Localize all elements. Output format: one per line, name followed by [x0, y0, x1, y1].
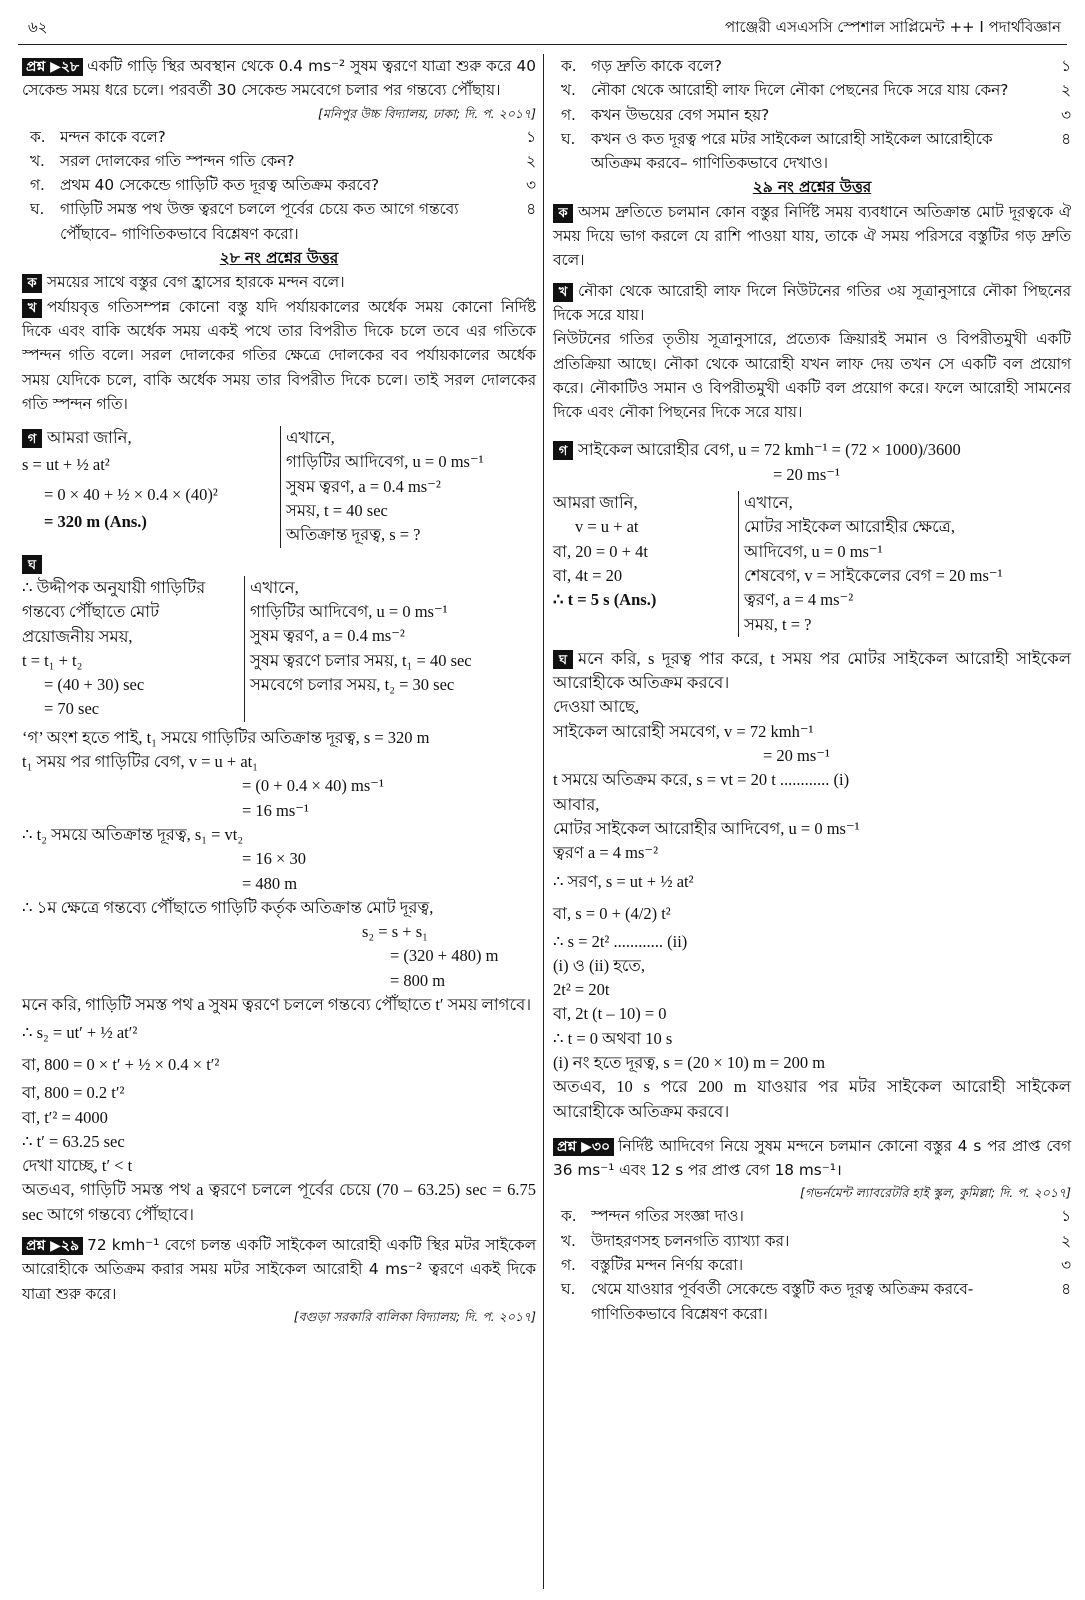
sub-question: খ. সরল দোলকের গতি স্পন্দন গতি কেন? ২ — [30, 151, 536, 170]
label-badge: গ — [22, 429, 42, 448]
answer-kha: খ নৌকা থেকে আরোহী লাফ দিলে নিউটনের গতির ৩য় সূত্রানুসারে নৌকা পিছনের দিকে সরে যায়। — [553, 281, 1071, 324]
question-29-stem: প্রশ্ন ▶২৯ 72 kmh⁻¹ বেগে চলন্ত একটি সাইকেল আরোহী একটি স্থির মটর সাইকেল আরোহীকে অতিক্রম করার সময় মটর সাইকেল আরোহী 4 ms⁻² ত্বরণে একই দিকে যাত্রা শুরু করে। — [22, 1236, 536, 1303]
question-source: [বগুড়া সরকারি বালিকা বিদ্যালয়; দি. প. ২০১৭] — [293, 1308, 536, 1324]
given-values: এখানে, গাড়িটির আদিবেগ, u = 0 ms⁻¹ সুষম ত্বরণ, a = 0.4 ms⁻² সুষম ত্বরণে চলার সময়, t₁ = 40 sec সমবেগে চলার সময়, t₂ = 30 sec — [244, 576, 536, 722]
sub-question: ক. মন্দন কাকে বলে? ১ — [30, 127, 536, 146]
question-30-stem: প্রশ্ন ▶৩০ নির্দিষ্ট আদিবেগ নিয়ে সুষম মন্দনে চলমান কোনো বস্তুর 4 s পর প্রাপ্ত বেগ 36 ms⁻¹ এবং 12 s পর প্রাপ্ত বেগ 18 ms⁻¹। — [553, 1136, 1071, 1180]
answer-heading: ২৮ নং প্রশ্নের উত্তর — [219, 249, 339, 268]
sub-question: গ. কখন উভয়ের বেগ সমান হয়? ৩ — [561, 105, 1071, 124]
running-title: পাঞ্জেরী এসএসসি স্পেশাল সাপ্লিমেন্ট ++ I পদার্থবিজ্ঞান — [725, 18, 1061, 36]
answer-kha: খ পর্যায়বৃত্ত গতিসম্পন্ন কোনো বস্তু যদি পর্যায়কালের অর্ধেক সময় কোনো নির্দিষ্ট দিকে এবং বাকি অর্ধেক সময় একই পথে তার বিপরীত দিকে চলে তবে এর গতিকে স্পন্দন গতি বলে। সরল দোলকের গতির ক্ষেত্রে দোলকের বব পর্যায়কালের অর্ধেক সময় যেদিকে চলে, বাকি অর্ধেক সময় তার বিপরীত দিকে চলে। তাই সরল দোলকের গতি স্পন্দন গতি। — [22, 297, 536, 413]
sub-question: খ. উদাহরণসহ চলনগতি ব্যাখ্যা কর। ২ — [561, 1231, 1071, 1250]
work-steps: গ আমরা জানি, s = ut + ½ at² = 0 × 40 + ½ × 0.4 × (40)² = 320 m (Ans.) — [22, 428, 218, 532]
header-rule — [18, 44, 1067, 45]
label-badge: খ — [553, 283, 573, 302]
sub-question: ঘ. থেমে যাওয়ার পূর্ববর্তী সেকেন্ডে বস্তুটি কত দূরত্ব অতিক্রম করবে-গাণিতিকভাবে বিশ্লেষণ করো। ৪ — [561, 1280, 1071, 1323]
question-source: [মনিপুর উচ্চ বিদ্যালয়, ঢাকা; দি. প. ২০১৭] — [317, 105, 536, 121]
question-28-subs — [22, 125, 536, 246]
sub-question: গ. প্রথম 40 সেকেন্ডে গাড়িটি কত দূরত্ব অতিক্রম করবে? ৩ — [30, 176, 536, 195]
answer-ka: ক সময়ের সাথে বস্তুর বেগ হ্রাসের হারকে মন্দন বলে। — [22, 270, 536, 294]
question-28-stem: প্রশ্ন ▶২৮ একটি গাড়ি স্থির অবস্থান থেকে 0.4 ms⁻² সুষম ত্বরণে যাত্রা শুরু করে 40 সেকেন্ড সময় ধরে চলে। পরবর্তী 30 সেকেন্ড সমবেগে চলার পর গন্তব্যে পৌঁছায়। — [22, 57, 536, 100]
label-badge: ক — [22, 274, 42, 293]
answer-ga-work — [22, 426, 536, 547]
answer-ga-work — [553, 491, 1071, 637]
sub-question: ক. স্পন্দন গতির সংজ্ঞা দাও। ১ — [561, 1207, 1071, 1226]
answer-gha-steps: ‘গ’ অংশ হতে পাই, t₁ সময়ে গাড়িটির অতিক্রান্ত দূরত্ব, s = 320 m t₁ সময় পর গাড়িটির বেগ, v = u + at₁ = (0 + 0.4 × 40) ms⁻¹ = 16 ms⁻¹ ∴ t₂ সময়ে অতিক্রান্ত দূরত্ব, s₁ = vt₂ = 16 × 30 = 480 m ∴ ১ম ক্ষেত্রে গন্তব্যে পৌঁছাতে গাড়িটি কর্তৃক অতিক্রান্ত মোট দূরত্ব, s₂ = s + s₁ = (320 + 480) m = 800 m মনে করি, গাড়িটি সমস্ত পথ a সুষম ত্বরণে চললে গন্তব্যে পৌঁছাতে t′ সময় লাগবে। ∴ s₂ = ut′ + ½ at′² বা, 800 = 0 × t′ + ½ × 0.4 × t′² বা, 800 = 0.2 t′² বা, t′² = 4000 ∴ t′ = 63.25 sec দেখা যাচ্ছে, t′ < t অতএব, গাড়িটি সমস্ত পথ a ত্বরণে চললে পূর্বের চেয়ে (70 – 63.25) sec = 6.75 sec আগে গন্তব্যে পৌঁছাবে। — [22, 727, 536, 1224]
question-badge: প্রশ্ন ▶২৮ — [22, 58, 83, 76]
label-badge: গ — [553, 441, 573, 460]
sub-question: গ. বস্তুটির মন্দন নির্ণয় করো। ৩ — [561, 1256, 1071, 1275]
right-column — [553, 54, 1071, 1326]
sub-question: ক. গড় দ্রুতি কাকে বলে? ১ — [561, 57, 1071, 75]
work-steps: ঘ ∴ উদ্দীপক অনুযায়ী গাড়িটির গন্তব্যে পৌঁছাতে মোট প্রয়োজনীয় সময়, t = t₁ + t₂ = (40 + 30) sec = 70 sec — [22, 556, 206, 719]
question-badge: প্রশ্ন ▶৩০ — [553, 1138, 614, 1156]
question-30-subs — [553, 1204, 1071, 1325]
question-29-subs — [553, 54, 1071, 175]
label-badge: ঘ — [553, 650, 573, 669]
label-badge: ঘ — [22, 555, 42, 574]
sub-question: খ. নৌকা থেকে আরোহী লাফ দিলে নৌকা পেছনের দিকে সরে যায় কেন? ২ — [561, 81, 1071, 100]
given-values: এখানে, মোটর সাইকেল আরোহীর ক্ষেত্রে, আদিবেগ, u = 0 ms⁻¹ শেষবেগ, v = সাইকেলের বেগ = 20 ms⁻¹ ত্বরণ, a = 4 ms⁻² সময়, t = ? — [738, 491, 1071, 637]
answer-heading: ২৯ নং প্রশ্নের উত্তর — [752, 178, 872, 197]
column-divider — [543, 54, 544, 1589]
sub-question: ঘ. কখন ও কত দূরত্ব পরে মটর সাইকেল আরোহী সাইকেল আরোহীকে অতিক্রম করবে– গাণিতিকভাবে দেখাও। ৪ — [561, 129, 1071, 173]
question-badge: প্রশ্ন ▶২৯ — [22, 1237, 83, 1255]
answer-ga-intro: গ সাইকেল আরোহীর বেগ, u = 72 kmh⁻¹ = (72 × 1000)/3600 = 20 ms⁻¹ — [553, 438, 1071, 487]
left-column — [22, 54, 536, 1328]
answer-kha-explanation: নিউটনের গতির তৃতীয় সূত্রানুসারে, প্রত্যেক ক্রিয়ারই সমান ও বিপরীতমুখী একটি প্রতিক্রিয়া আছে। নৌকা থেকে আরোহী যখন লাফ দেয় তখন সে একটি বল প্রয়োগ করে। নৌকাটিও সমান ও বিপরীতমুখী একটি বল প্রয়োগ করে। ফলে আরোহী সামনের দিকে এবং নৌকা পিছনের দিকে সরে যায়। — [553, 330, 1071, 422]
work-steps: আমরা জানি, v = u + at বা, 20 = 0 + 4t বা, 4t = 20 ∴ t = 5 s (Ans.) — [553, 493, 657, 610]
answer-gha-work — [22, 552, 536, 722]
answer-gha-steps: ঘ মনে করি, s দূরত্ব পার করে, t সময় পর মোটর সাইকেল আরোহী সাইকেল আরোহীকে অতিক্রম করবে। দেওয়া আছে, সাইকেল আরোহী সমবেগ, v = 72 kmh⁻¹ = 20 ms⁻¹ t সময়ে অতিক্রম করে, s = vt = 20 t ............ (i) আবার, মোটর সাইকেল আরোহীর আদিবেগ, u = 0 ms⁻¹ ত্বরণ a = 4 ms⁻² ∴ সরণ, s = ut + ½ at² বা, s = 0 + (4/2) t² ∴ s = 2t² ............ (ii) (i) ও (ii) হতে, 2t² = 20t বা, 2t (t – 10) = 0 ∴ t = 0 অথবা 10 s (i) নং হতে দূরত্ব, s = (20 × 10) m = 200 m অতএব, 10 s পরে 200 m যাওয়ার পর মটর সাইকেল আরোহী সাইকেল আরোহীকে অতিক্রম করবে। — [553, 648, 1071, 1121]
label-badge: খ — [22, 299, 42, 318]
answer-ka: ক অসম দ্রুতিতে চলমান কোন বস্তুর নির্দিষ্ট সময় ব্যবধানে অতিক্রান্ত মোট দূরত্বকে ঐ সময় দিয়ে ভাগ করলে যে রাশি পাওয়া যায়, তাকে ঐ সময় পরিসরে বস্তুটির গড় দ্রুতি বলে। — [553, 202, 1071, 270]
label-badge: ক — [553, 204, 573, 223]
given-values: এখানে, গাড়িটির আদিবেগ, u = 0 ms⁻¹ সুষম ত্বরণ, a = 0.4 ms⁻² সময়, t = 40 sec অতিক্রান্ত দূরত্ব, s = ? — [280, 426, 536, 547]
page-number: ৬২ — [28, 18, 48, 36]
question-source: [গভর্নমেন্ট ল্যাবরেটরি হাই স্কুল, কুমিল্লা; দি. প. ২০১৭] — [799, 1185, 1071, 1201]
sub-question: ঘ. গাড়িটি সমস্ত পথ উক্ত ত্বরণে চললে পূর্বের চেয়ে কত আগে গন্তব্যে পৌঁছাবে– গাণিতিকভাবে বিশ্লেষণ করো। ৪ — [30, 200, 536, 243]
page-header — [18, 10, 1067, 40]
